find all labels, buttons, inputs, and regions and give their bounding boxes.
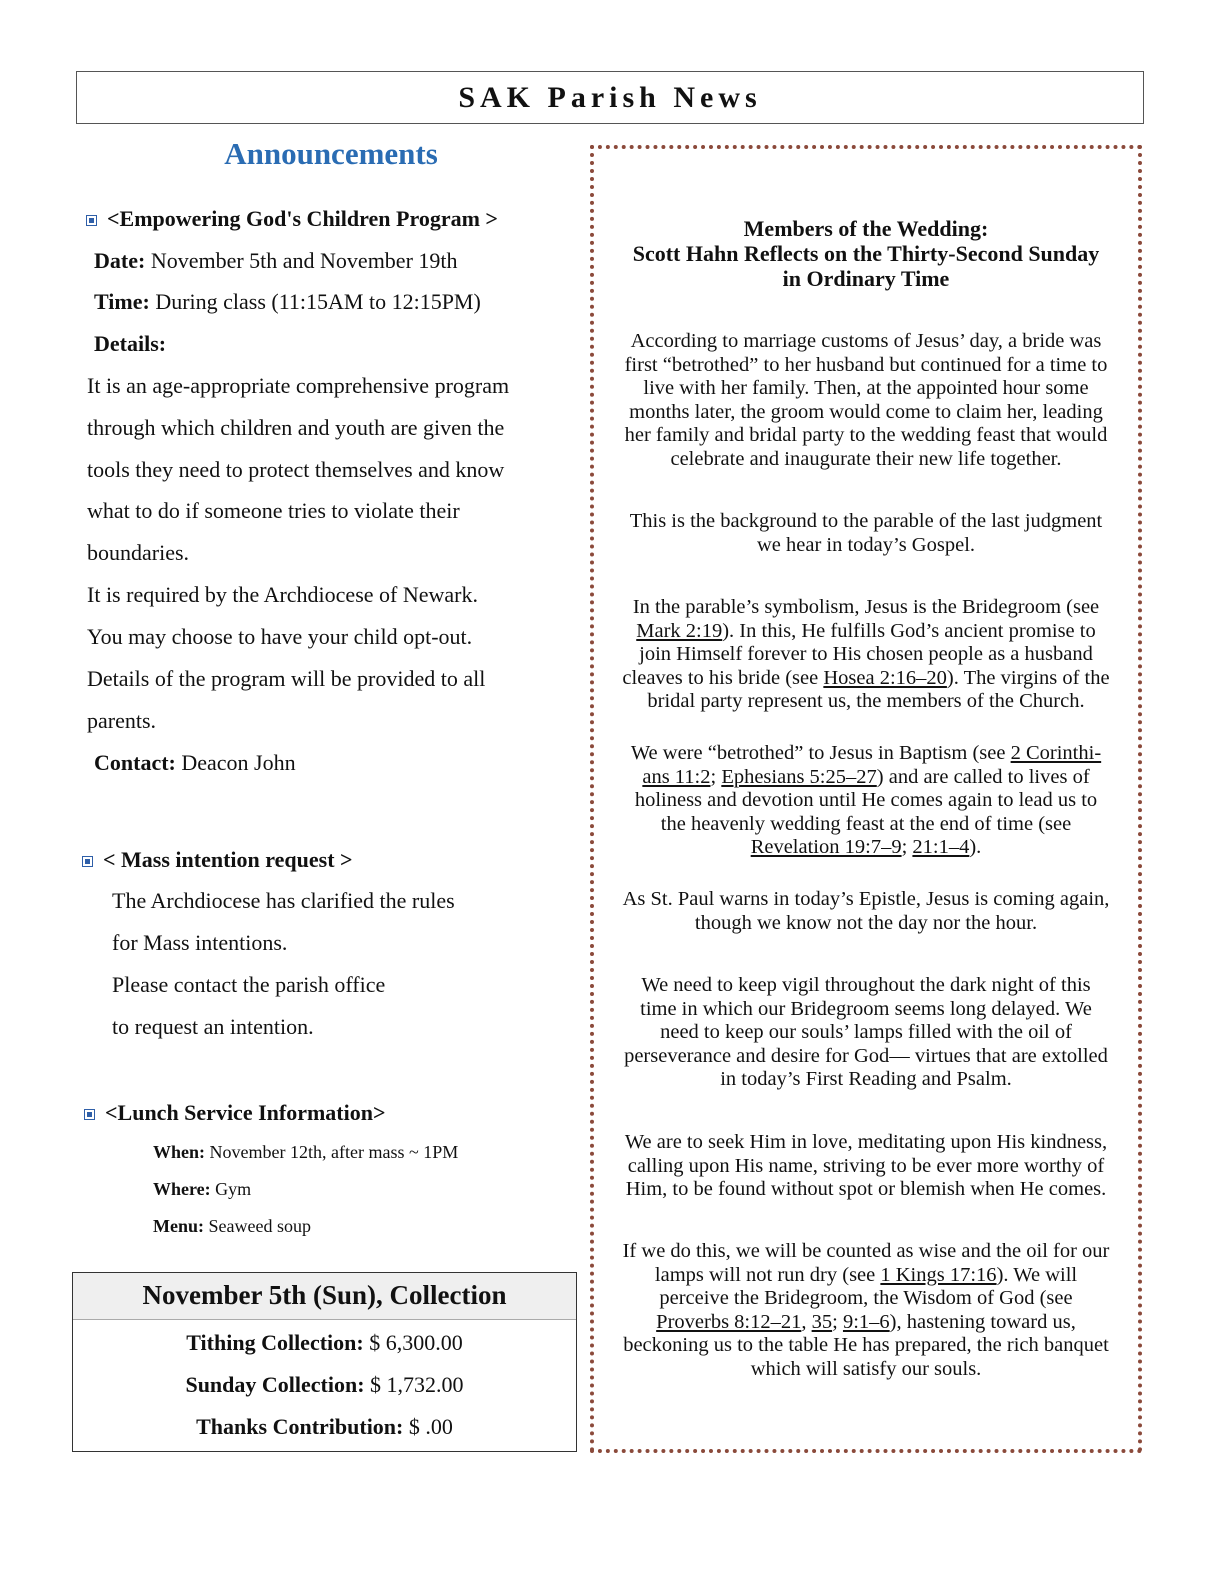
details-line: through which children and youth are given the — [87, 415, 505, 440]
details-line: what to do if someone tries to violate their — [87, 498, 460, 523]
program-date — [94, 248, 458, 274]
scripture-link[interactable]: Revelation 19:7–9 — [750, 836, 902, 859]
collection-amount: $ 1,732.00 — [364, 1372, 464, 1397]
article-paragraph-5: As St. Paul warns in today’s Epistle, Jesus is coming again, though we know not the day nor the hour. — [622, 888, 1110, 934]
article-paragraph-1: According to marriage customs of Jesus’ day, a bride was first “betrothed” to her husband but continued for a time to live with her family. Then, at the appointed hour some months later, the groom would come to claim her, leading her family and bridal party to the wedding feast that would celebrate and inaugurate their new life together. — [624, 330, 1108, 470]
scripture-link[interactable]: 9:1–6 — [842, 1310, 890, 1333]
collection-amount: $ .00 — [403, 1414, 453, 1439]
mass-title-row — [82, 847, 353, 873]
where-value: Gym — [210, 1179, 252, 1199]
article-paragraph-3: In the parable’s symbolism, Jesus is the Bridegroom (see Mark 2:19). In this, He fulfills God’s ancient promise to join Himself forever to His chosen people as a husband cleaves to his bride (see Hosea 2:16–20). The virgins of the bridal party represent us, the members of the Church. — [622, 596, 1110, 713]
scripture-link[interactable]: 1 Kings 17:16 — [880, 1263, 997, 1286]
program-time — [94, 289, 481, 315]
details-line: Details of the program will be provided to all — [87, 666, 486, 691]
mass-title: < Mass intention request > — [103, 847, 353, 872]
lunch-menu — [153, 1216, 311, 1237]
article-paragraph-2: This is the background to the parable of the last judgment we hear in today’s Gospel. — [629, 510, 1103, 556]
time-label: Time: — [94, 289, 150, 314]
article-paragraph-4: We were “betrothed” to Jesus in Baptism (see 2 Corinthi- ans 11:2; Ephesians 5:25–27) and are called to lives of holiness and devotion until He comes again to lead us to the heavenly wedding feast at the end of time (see Revelation 19:7–9; 21:1–4). — [630, 742, 1102, 859]
where-label: Where: — [153, 1179, 211, 1199]
collection-label: Tithing Collection: — [186, 1330, 364, 1355]
time-value: During class (11:15AM to 12:15PM) — [149, 289, 481, 314]
masthead — [76, 71, 1144, 124]
square-bullet-icon — [86, 215, 97, 226]
scripture-link[interactable]: 21:1–4 — [912, 836, 970, 859]
newsletter-title: SAK Parish News — [458, 80, 762, 114]
mass-line: for Mass intentions. — [112, 930, 288, 955]
mass-line: The Archdiocese has clarified the rules — [112, 888, 455, 913]
lunch-title: <Lunch Service Information> — [105, 1100, 386, 1125]
scripture-link[interactable]: Mark 2:19 — [636, 619, 723, 642]
details-line: It is required by the Archdiocese of Newark. — [87, 582, 478, 607]
when-value: November 12th, after mass ~ 1PM — [205, 1142, 459, 1162]
details-line: boundaries. — [87, 540, 190, 565]
when-label: When: — [153, 1142, 206, 1162]
collection-heading: November 5th (Sun), Collection — [73, 1273, 576, 1320]
program-title: <Empowering God's Children Program > — [107, 206, 498, 231]
date-value: November 5th and November 19th — [145, 248, 458, 273]
collection-row-tithing — [73, 1330, 576, 1356]
contact-label: Contact: — [94, 750, 176, 775]
lunch-where — [153, 1179, 251, 1200]
scripture-link[interactable]: Hosea 2:16–20 — [823, 666, 947, 689]
program-details-label: Details: — [94, 331, 167, 356]
square-bullet-icon — [82, 856, 93, 867]
collection-label: Sunday Collection: — [185, 1372, 365, 1397]
program-contact — [94, 750, 296, 776]
lunch-when — [153, 1142, 458, 1163]
square-bullet-icon — [84, 1109, 95, 1120]
scripture-link[interactable]: 35 — [811, 1310, 833, 1333]
program-title-row — [86, 206, 498, 232]
mass-line: to request an intention. — [112, 1014, 314, 1039]
collection-row-thanks — [73, 1414, 576, 1440]
scripture-link[interactable]: ans 11:2 — [642, 765, 711, 788]
article-paragraph-7: We are to seek Him in love, meditating upon His kindness, calling upon His name, striving to be ever more worthy of Him, to be found without spot or blemish when He comes. — [624, 1131, 1108, 1201]
scripture-link[interactable]: Proverbs 8:12–21 — [656, 1310, 802, 1333]
menu-value: Seaweed soup — [204, 1216, 311, 1236]
scripture-link[interactable]: Ephesians 5:25–27 — [721, 765, 877, 788]
lunch-title-row — [84, 1100, 386, 1126]
article-paragraph-8: If we do this, we will be counted as wise and the oil for our lamps will not run dry (see 1 Kings 17:16). We will perceive the Bridegroom, the Wisdom of God (see Proverbs 8:12–21, 35; 9:1–6), hastening toward us, beckoning us to the table He has prepared, the rich banquet which will satisfy our souls. — [622, 1240, 1110, 1380]
collection-box — [72, 1272, 577, 1452]
contact-value: Deacon John — [175, 750, 296, 775]
article-title: Members of the Wedding: Scott Hahn Reflects on the Thirty-Second Sunday in Ordinary Time — [632, 216, 1100, 291]
scripture-link[interactable]: 2 Corinthi- — [1010, 742, 1102, 764]
article-paragraph-6: We need to keep vigil throughout the dark night of this time in which our Bridegroom seems long delayed. We need to keep our souls’ lamps filled with the oil of perseverance and desire for God— virtues that are extolled in today’s First Reading and Psalm. — [624, 974, 1108, 1091]
details-line: It is an age-appropriate comprehensive program — [87, 373, 510, 398]
mass-line: Please contact the parish office — [112, 972, 386, 997]
collection-label: Thanks Contribution: — [196, 1414, 404, 1439]
details-line: parents. — [87, 708, 157, 733]
menu-label: Menu: — [153, 1216, 204, 1236]
date-label: Date: — [94, 248, 146, 273]
collection-amount: $ 6,300.00 — [363, 1330, 463, 1355]
announcements-heading: Announcements — [224, 136, 438, 171]
details-line: You may choose to have your child opt-out. — [87, 624, 473, 649]
collection-row-sunday — [73, 1372, 576, 1398]
details-line: tools they need to protect themselves and know — [87, 457, 505, 482]
